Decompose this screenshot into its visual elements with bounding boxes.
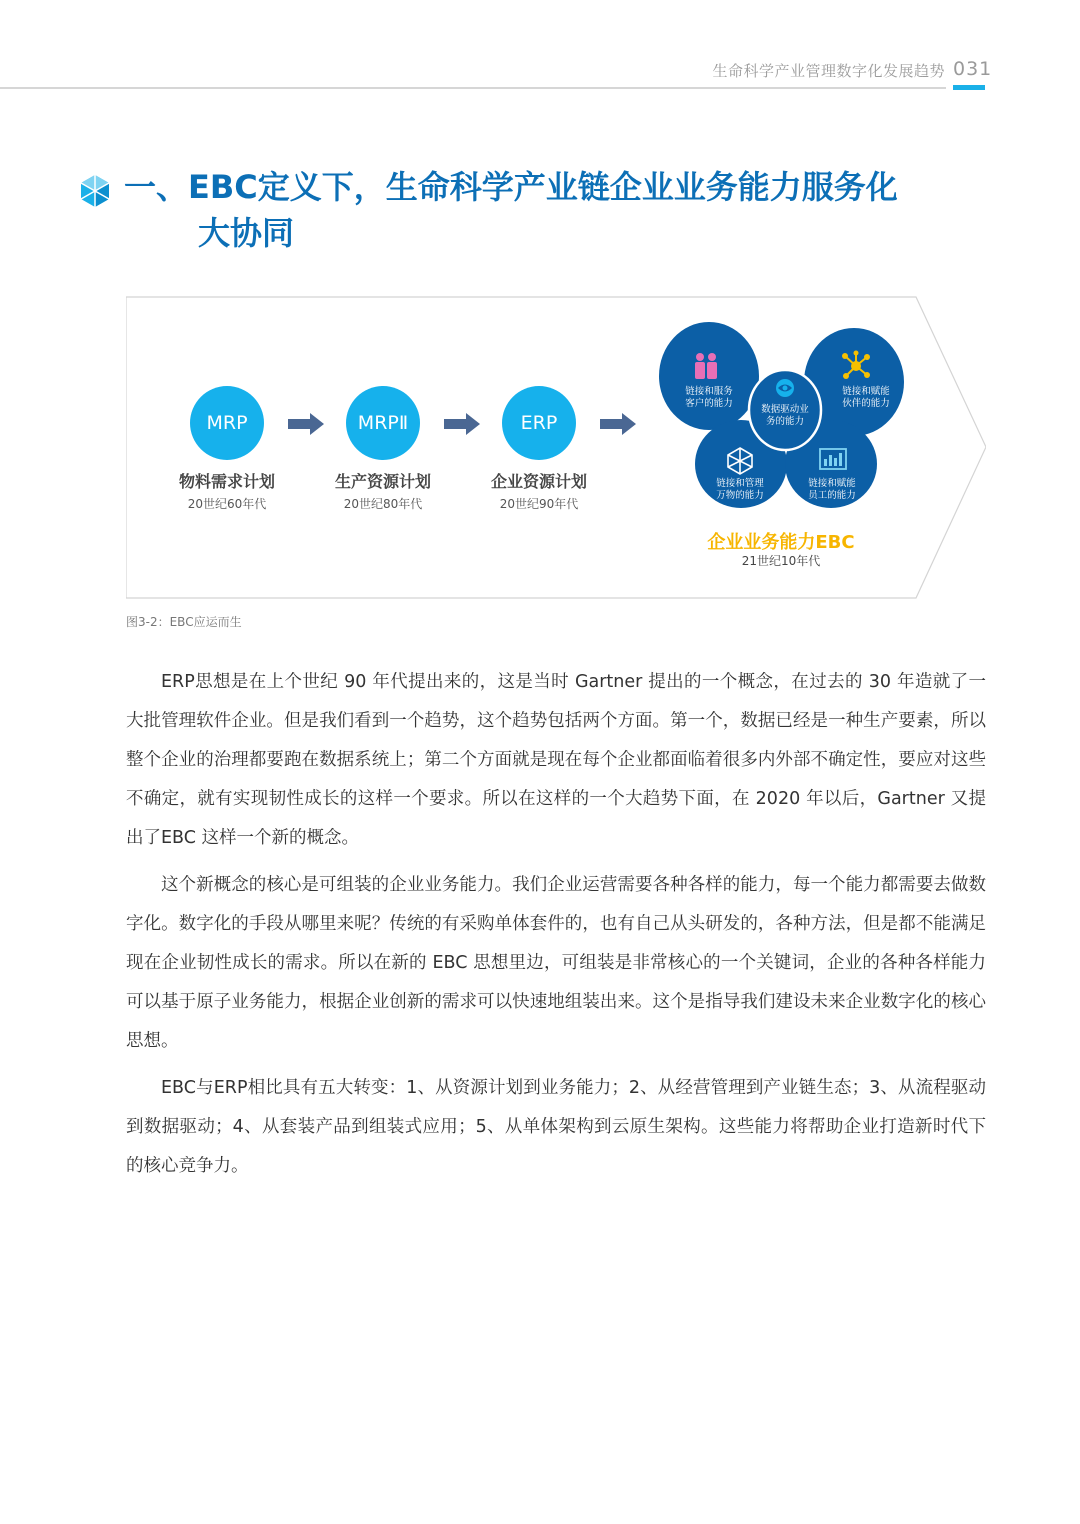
header-divider (0, 87, 946, 89)
stage-mrp-name: 物料需求计划 (178, 472, 275, 491)
stage-mrp (157, 386, 297, 512)
page-number: 031 (953, 58, 993, 80)
ebc-era: 21世纪10年代 (741, 554, 821, 568)
petal-label-data: 数据驱动业 务的能力 (761, 404, 809, 427)
paragraph: ERP思想是在上个世纪 90 年代提出来的，这是当时 Gartner 提出的一个概念，在过去的 30 年造就了一大批管理软件企业。但是我们看到一个趋势，这个趋势包括两个方面。第一个，数据已经是一种生产要素，所以整个企业的治理都要跑在数据系统上；第二个方面就是现在每个企业都面临着很多内外部不确定性，要应对这些不确定，就有实现韧性成长的这样一个要求。所以在这样的一个大趋势下面，在 2020 年以后，Gartner 又提出了EBC 这样一个新的概念。 (126, 672, 986, 848)
figure-caption: 图3-2：EBC应运而生 (126, 615, 242, 629)
petal-label-employees: 链接和赋能 员工的能力 (808, 478, 856, 501)
chart-icon (819, 448, 847, 472)
ebc-title: 企业业务能力EBC (707, 532, 855, 553)
running-header-title: 生命科学产业管理数字化发展趋势 (712, 62, 945, 80)
stage-mrp2-circle: MRPⅡ (346, 386, 420, 460)
snowflake-icon (725, 446, 755, 476)
petal-label-customers: 链接和服务 客户的能力 (685, 386, 733, 409)
petal-label-partners: 链接和赋能 伙伴的能力 (842, 386, 890, 409)
stage-erp-circle: ERP (502, 386, 576, 460)
stage-mrp-era: 20世纪60年代 (187, 497, 267, 511)
people-icon (691, 351, 721, 381)
stage-erp-era: 20世纪90年代 (499, 497, 579, 511)
petal-label-things: 链接和管理 万物的能力 (716, 478, 764, 501)
section-title-line1: 一、EBC定义下，生命科学产业链企业业务能力服务化 (124, 168, 898, 206)
section-title (124, 164, 1004, 256)
paragraph: 这个新概念的核心是可组装的企业业务能力。我们企业运营需要各种各样的能力，每一个能力都需要去做数字化。数字化的手段从哪里来呢？传统的有采购单体套件的，也有自己从头研发的，各种方法，但是都不能满足现在企业韧性成长的需求。所以在新的 EBC 思想里边，可组装是非常核心的一个关键词，企业的各种各样能力可以基于原子业务能力，根据企业创新的需求可以快速地组装出来。这个是指导我们建设未来企业数字化的核心思想。 (126, 875, 986, 1051)
ebc-evolution-figure (126, 296, 986, 599)
stage-mrp2-name: 生产资源计划 (334, 472, 431, 491)
network-icon (840, 350, 872, 382)
arrow-right-icon (600, 413, 636, 435)
hexagon-cube-icon (80, 174, 110, 208)
eye-icon (775, 378, 795, 398)
stage-mrp-circle: MRP (190, 386, 264, 460)
stage-mrp2 (313, 386, 453, 512)
stage-erp (469, 386, 609, 512)
section-title-line2: 大协同 (198, 214, 295, 252)
paragraph: EBC与ERP相比具有五大转变：1、从资源计划到业务能力；2、从经营管理到产业链生态；3、从流程驱动到数据驱动；4、从套装产品到组装式应用；5、从单体架构到云原生架构。这些能力将帮助企业打造新时代下的核心竞争力。 (126, 1078, 986, 1176)
body-text (126, 663, 986, 1194)
stage-erp-name: 企业资源计划 (490, 472, 587, 491)
arrow-right-icon (288, 413, 324, 435)
stage-mrp2-era: 20世纪80年代 (343, 497, 423, 511)
arrow-right-icon (444, 413, 480, 435)
header-accent-bar (953, 85, 985, 90)
